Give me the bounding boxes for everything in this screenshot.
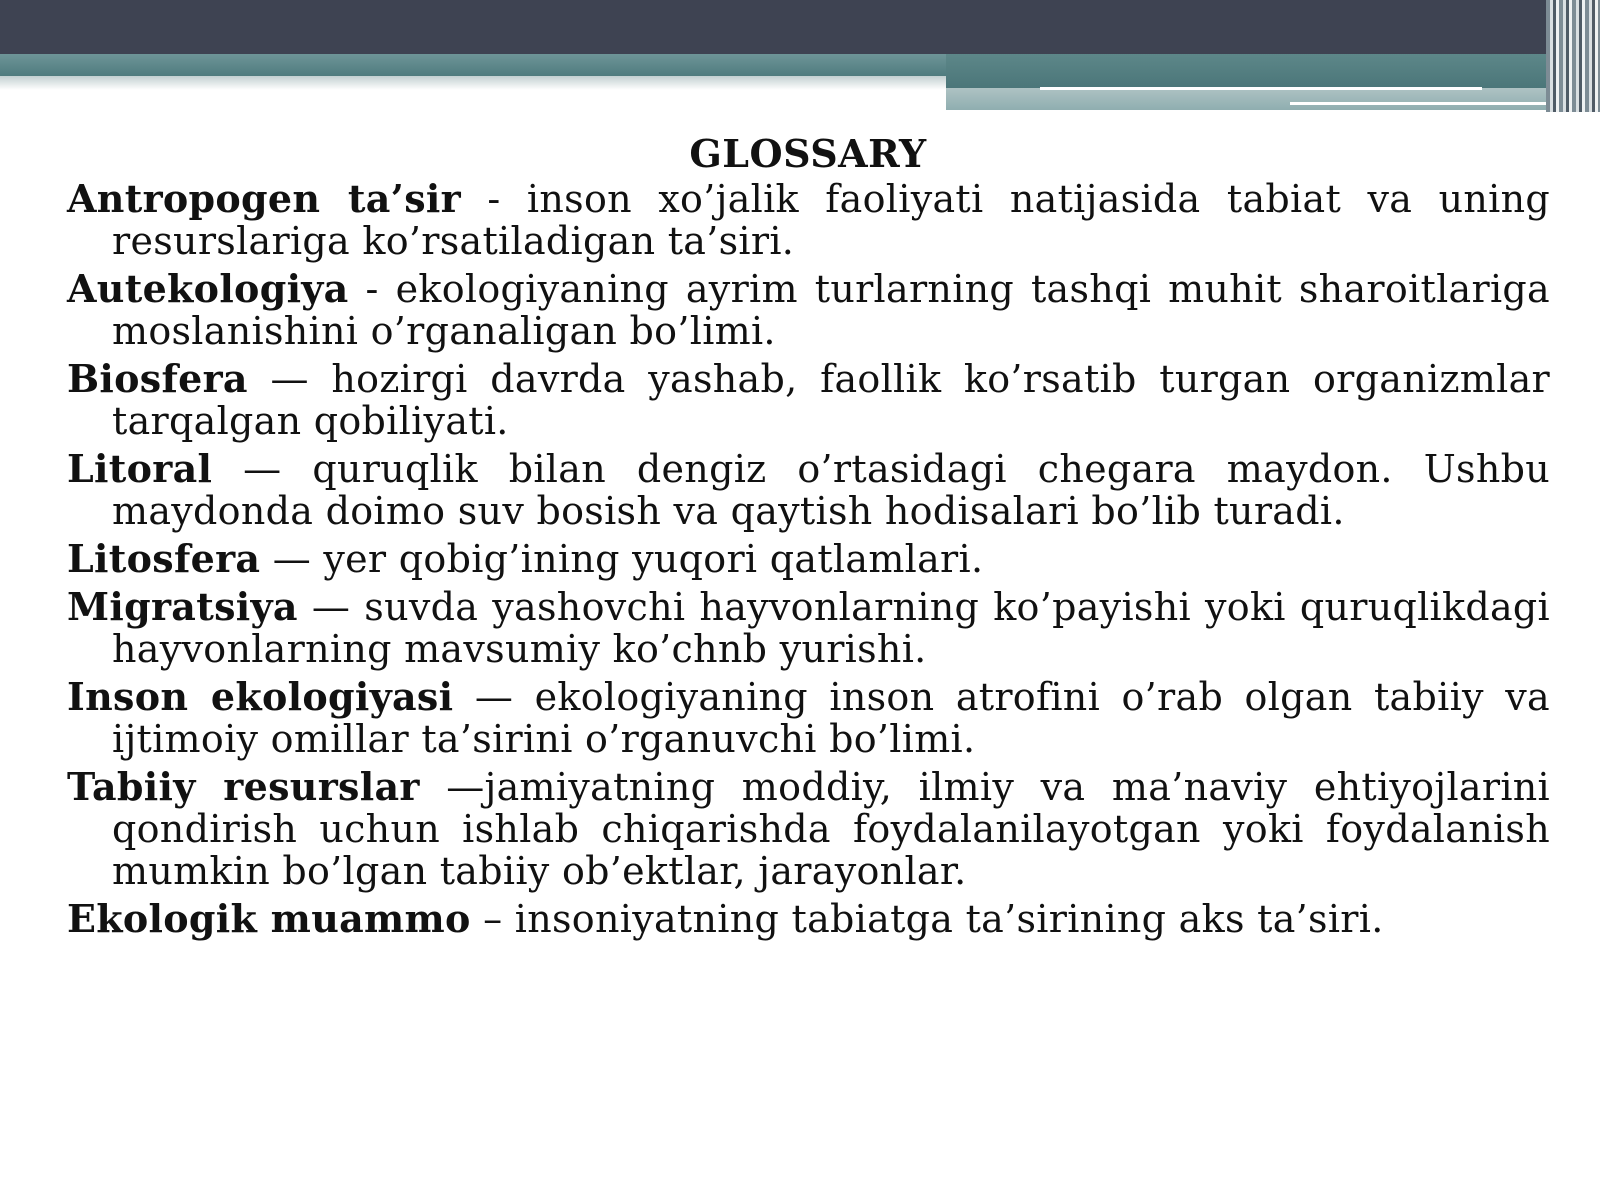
glossary-title: GLOSSARY — [689, 131, 927, 176]
glossary-term: Ekologik muammo — [67, 896, 471, 941]
glossary-term: Migratsiya — [67, 584, 298, 629]
glossary-definition: — yer qobig’ining yuqori qatlamlari. — [260, 537, 984, 581]
glossary-term: Inson ekologiyasi — [67, 674, 454, 719]
glossary-definition: - inson xo’jalik faoliyati natijasida tabiat va uning resurslariga ko’rsatiladigan ta’siri. — [112, 177, 1550, 263]
glossary-term: Biosfera — [67, 356, 248, 401]
header-accent-right-light — [946, 88, 1566, 110]
glossary-definition: - ekologiyaning ayrim turlarning tashqi muhit sharoitlariga moslanishini o’rganaligan bo’limi. — [112, 267, 1550, 353]
glossary-definition: — suvda yashovchi hayvonlarning ko’payishi yoki quruqlikdagi hayvonlarning mavsumiy ko’chnb yurishi. — [112, 585, 1550, 671]
header-accent-left-fade — [0, 76, 946, 90]
glossary-entry — [67, 358, 1550, 442]
header-edge-stripes — [1546, 0, 1600, 112]
glossary-definition: – insoniyatning tabiatga ta’sirining aks ta’siri. — [470, 897, 1384, 941]
glossary-term: Tabiiy resurslar — [67, 764, 420, 809]
glossary-entry — [67, 178, 1550, 262]
header-divider-line-short — [1290, 102, 1566, 105]
glossary-entry — [67, 586, 1550, 670]
glossary-definition: — ekologiyaning inson atrofini o’rab olgan tabiiy va ijtimoiy omillar ta’sirini o’rganuvchi bo’limi. — [112, 675, 1550, 761]
glossary-entry — [67, 538, 1550, 580]
glossary-definition: —jamiyatning moddiy, ilmiy va ma’naviy ehtiyojlarini qondirish uchun ishlab chiqarishda foydalanilayotgan yoki foydalanish mumkin bo’lgan tabiiy ob’ektlar, jarayonlar. — [112, 765, 1550, 893]
glossary-list — [67, 178, 1550, 946]
glossary-entry — [67, 268, 1550, 352]
glossary-entry — [67, 676, 1550, 760]
glossary-term: Litosfera — [67, 536, 261, 581]
glossary-entry — [67, 448, 1550, 532]
header-accent-left — [0, 54, 946, 76]
header-divider-line — [1040, 87, 1482, 90]
header-band — [0, 0, 1600, 54]
glossary-entry — [67, 766, 1550, 892]
glossary-term: Litoral — [67, 446, 213, 491]
glossary-term: Autekologiya — [67, 266, 349, 311]
glossary-definition: — hozirgi davrda yashab, faollik ko’rsatib turgan organizmlar tarqalgan qobiliyati. — [112, 357, 1550, 443]
header-accent-right — [946, 54, 1566, 88]
glossary-definition: — quruqlik bilan dengiz o’rtasidagi chegara maydon. Ushbu maydonda doimo suv bosish va qaytish hodisalari bo’lib turadi. — [112, 447, 1550, 533]
glossary-term: Antropogen ta’sir — [67, 176, 461, 221]
glossary-entry — [67, 898, 1550, 940]
